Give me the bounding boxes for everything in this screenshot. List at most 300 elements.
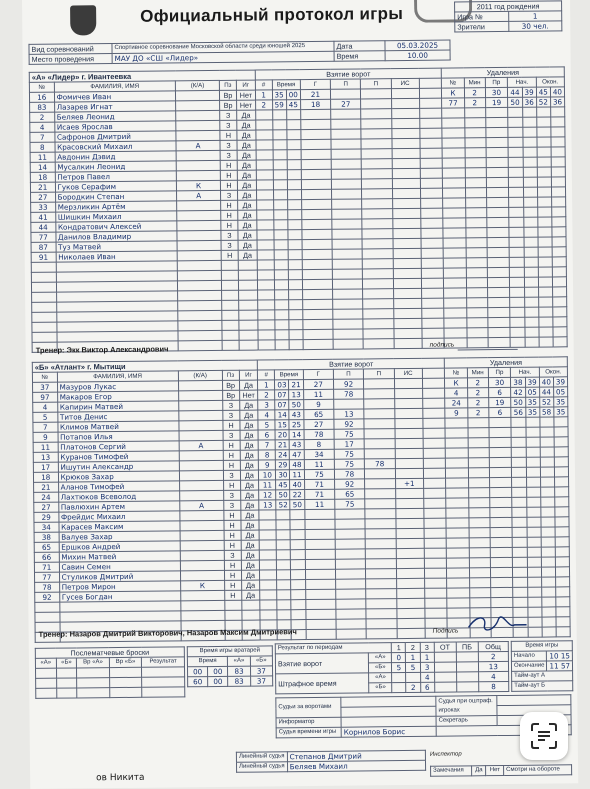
goal-second <box>291 530 305 540</box>
goal-number <box>257 260 274 270</box>
goal-situation <box>392 198 420 208</box>
penalty-start-sec: 05 <box>525 387 539 397</box>
team_b-col-ka: (К/А) <box>178 370 222 380</box>
goal-second: 50 <box>289 400 303 410</box>
penalty-player <box>447 558 470 568</box>
goal-scorer <box>302 259 332 269</box>
player-role <box>177 270 221 280</box>
player-played: Да <box>241 570 260 580</box>
player-role <box>178 280 222 290</box>
penalty-end-sec <box>551 167 565 177</box>
goal-minute <box>274 250 288 260</box>
goal-scorer: 9 <box>303 399 333 409</box>
penalty-end-sec <box>554 427 568 437</box>
goal-second: 25 <box>289 420 303 430</box>
player-role <box>181 610 225 620</box>
penalty-end-sec <box>552 227 566 237</box>
goal-assist-2 <box>365 519 395 529</box>
goal-situation <box>395 498 424 508</box>
penalty-player: 9 <box>445 408 468 418</box>
goal-minute <box>277 550 291 560</box>
penalty-start-min <box>509 157 523 167</box>
goal-minute <box>277 600 291 610</box>
team_a-col-num: № <box>29 82 54 92</box>
goal-assist-1 <box>336 619 366 629</box>
goal-scorer <box>301 119 331 129</box>
penalty-end-min <box>542 627 556 637</box>
blank-cell <box>422 298 444 308</box>
penalty-player: 4 <box>445 388 468 398</box>
blank-cell <box>419 98 441 108</box>
penalty-start-min <box>509 197 523 207</box>
player-played: Да <box>237 140 256 150</box>
goal-assist-2 <box>364 439 394 449</box>
penalty-end-min <box>540 497 554 507</box>
player-position <box>222 310 239 320</box>
score-cell: 1 <box>406 652 420 662</box>
penalty-end-sec <box>552 277 566 287</box>
goal-number <box>260 600 277 610</box>
penalty-start-sec <box>522 127 536 137</box>
goal-second <box>286 110 300 120</box>
timekeeper-label: Судья времени игры <box>276 727 341 738</box>
goal-situation <box>396 608 425 618</box>
penalty-end-sec: 35 <box>554 397 568 407</box>
goal-assist-1 <box>336 629 366 639</box>
blank-cell <box>425 598 447 608</box>
penalty-end-sec <box>553 327 567 337</box>
goal-assist-2 <box>364 399 394 409</box>
penalty-start-min <box>512 497 526 507</box>
scan-text-button[interactable] <box>520 712 568 760</box>
team_a-col-goal-time: Время <box>272 80 300 90</box>
player-played <box>238 260 257 270</box>
team_b-col-is: ИС <box>394 368 423 378</box>
goal-number <box>257 250 274 260</box>
player-position: Н <box>221 200 238 210</box>
penalty-minutes <box>468 428 489 438</box>
penalty-end-sec <box>555 507 569 517</box>
goal-minute <box>274 240 288 250</box>
penalty-end-sec <box>554 437 568 447</box>
goal-minute: 29 <box>276 460 290 470</box>
game-info-table <box>454 0 562 32</box>
penalty-minutes: 2 <box>468 408 489 418</box>
goal-minute: 52 <box>276 500 290 510</box>
shootout-col-b: «Б» <box>56 658 77 668</box>
penalty-start-sec <box>526 487 540 497</box>
player-position: З <box>222 410 239 420</box>
penalty-end-min <box>538 277 552 287</box>
player-role <box>176 120 220 130</box>
penalty-start-sec <box>524 287 538 297</box>
goal-second <box>287 220 301 230</box>
player-played: Да <box>241 560 260 570</box>
player-number: 27 <box>34 502 59 512</box>
goal-assist-2 <box>365 549 395 559</box>
penalty-start-min <box>511 417 525 427</box>
team-a-tag: «А» <box>369 653 392 663</box>
player-played: Да <box>240 510 259 520</box>
goal-situation <box>391 128 419 138</box>
goal-minute <box>276 530 290 540</box>
penalty-end-min <box>541 587 555 597</box>
penalty-reason <box>490 517 513 527</box>
player-position: З <box>220 140 237 150</box>
goal-assist-2 <box>363 279 393 289</box>
goal-assist-2 <box>364 389 394 399</box>
gk-cell: 83 <box>228 666 250 676</box>
goal-scorer: 27 <box>303 379 333 389</box>
team_b-goals-header: Взятие ворот <box>258 358 445 370</box>
penalty-start-min <box>509 177 523 187</box>
goal-assist-1 <box>336 599 366 609</box>
goal-number: 4 <box>258 410 275 420</box>
penalty-end-sec <box>556 627 570 637</box>
penalty-start-min <box>510 307 524 317</box>
player-position: Вр <box>219 90 236 100</box>
blank-cell <box>424 538 446 548</box>
player-role <box>180 590 224 600</box>
player-number: 97 <box>33 392 58 402</box>
penalty-minutes <box>467 308 488 318</box>
team_a-col-ig: Иг <box>236 80 255 90</box>
time-value: 10.00 <box>385 50 450 61</box>
goal-assist-2 <box>362 239 392 249</box>
goal-second <box>290 520 304 530</box>
penalty-minutes <box>466 298 487 308</box>
penalty-end-sec <box>554 477 568 487</box>
blank-cell <box>425 608 447 618</box>
player-name: Валуев Захар <box>59 531 180 542</box>
goal-situation <box>396 598 425 608</box>
goal-assist-1 <box>335 509 365 519</box>
penalty-reason <box>486 147 509 157</box>
team_a-col-start: Нач. <box>508 77 536 87</box>
goal-scorer: 65 <box>303 409 333 419</box>
team-a-signature-line <box>457 331 517 351</box>
player-number <box>32 302 57 312</box>
goal-assist-2 <box>366 579 396 589</box>
goal-number <box>257 300 274 310</box>
goal-assist-2 <box>363 319 393 329</box>
team_b-pen-header: Удаления <box>444 357 567 368</box>
player-name: Петров Мирон <box>59 581 180 592</box>
player-number: 9 <box>33 432 58 442</box>
penalty-minutes <box>465 158 486 168</box>
player-position: З <box>224 550 241 560</box>
goal-second <box>291 580 305 590</box>
player-number: 2 <box>30 112 55 122</box>
goal-scorer <box>305 599 335 609</box>
penalty-end-sec <box>555 547 569 557</box>
penalty-reason <box>487 287 510 297</box>
goal-scorer: 11 <box>304 499 334 509</box>
goal-scorer: 71 <box>304 489 334 499</box>
shootout-col-result: Результат <box>142 657 185 667</box>
team_a-col-blank <box>419 78 441 88</box>
blank-cell <box>420 198 442 208</box>
penalty-end-min <box>538 297 552 307</box>
team_a-col-name: ФАМИЛИЯ, ИМЯ <box>54 81 176 92</box>
goal-assist-2 <box>362 209 392 219</box>
penalty-start-min <box>513 577 527 587</box>
player-position: Н <box>224 580 241 590</box>
penalty-reason <box>489 457 512 467</box>
player-played <box>239 330 258 340</box>
penalty-end-sec <box>552 257 566 267</box>
penalty-end-min <box>538 247 552 257</box>
penalty-start-sec: 36 <box>522 97 536 107</box>
player-role <box>179 490 223 500</box>
goal-assist-2 <box>366 559 396 569</box>
player-position <box>222 340 239 350</box>
penalty-start-sec <box>523 167 537 177</box>
goal-assist-1 <box>335 519 365 529</box>
blank-cell <box>423 438 445 448</box>
penalty-reason <box>489 417 512 427</box>
penalty-minutes <box>469 518 490 528</box>
remarks-table <box>430 764 572 776</box>
penalty-end-sec <box>552 217 566 227</box>
penalty-end-min <box>540 437 554 447</box>
shootout-table <box>35 646 186 699</box>
goal-minute <box>272 130 286 140</box>
player-position: Н <box>220 130 237 140</box>
player-played: Да <box>237 150 256 160</box>
penalty-end-sec <box>550 107 564 117</box>
penalty-start-sec <box>526 457 540 467</box>
goalie-time-col: Время <box>187 656 227 666</box>
player-position: З <box>220 120 237 130</box>
penalty-reason <box>486 157 509 167</box>
penalty-player <box>444 318 467 328</box>
penalty-player <box>442 158 465 168</box>
penalty-player <box>444 288 467 298</box>
meta-table <box>28 40 450 65</box>
goal-assist-1 <box>332 189 362 199</box>
player-name: Николаев Иван <box>56 251 178 262</box>
player-position: Н <box>220 180 237 190</box>
goal-second: 11 <box>290 470 304 480</box>
player-name: Макаров Егор <box>57 391 178 402</box>
goal-assist-2 <box>362 189 392 199</box>
player-name: Данилов Владимир <box>55 231 177 242</box>
score-cell <box>456 662 478 672</box>
player-name: Фрейдис Михаил <box>58 511 179 522</box>
penalty-start-min <box>509 247 523 257</box>
goal-situation <box>392 168 420 178</box>
penalty-start-min <box>513 547 527 557</box>
goal-minute <box>277 590 291 600</box>
penalty-start-min <box>513 557 527 567</box>
penalty-minutes <box>466 288 487 298</box>
goal-minute <box>272 120 286 130</box>
penalty-player: К <box>442 88 465 98</box>
penalty-start-sec <box>525 417 539 427</box>
penalty-end-sec <box>553 337 567 347</box>
penalty-end-sec <box>554 417 568 427</box>
player-played: Да <box>241 540 260 550</box>
team_b-col-start: Нач. <box>511 367 539 377</box>
goal-second <box>291 590 305 600</box>
penalty-end-min <box>541 517 555 527</box>
goal-number: 2 <box>255 100 272 110</box>
penalty-end-sec <box>551 187 565 197</box>
player-number: 21 <box>34 482 59 492</box>
penalty-player <box>442 128 465 138</box>
goal-assist-1: 75 <box>334 429 364 439</box>
penalty-end-sec: 40 <box>550 87 564 97</box>
blank-cell <box>424 488 446 498</box>
goal-scorer: 75 <box>304 469 334 479</box>
player-position <box>221 260 238 270</box>
goal-assist-1 <box>332 269 362 279</box>
goal-second <box>288 270 302 280</box>
goal-assist-2 <box>364 379 394 389</box>
penalty-start-min: 38 <box>511 377 525 387</box>
player-name: Карасев Максим <box>59 521 180 532</box>
player-role <box>178 320 222 330</box>
goal-assist-1 <box>331 89 361 99</box>
goal-situation <box>396 548 425 558</box>
player-number: 78 <box>35 582 60 592</box>
penalty-reason <box>490 537 513 547</box>
player-role <box>178 390 222 400</box>
penalty-player <box>445 418 468 428</box>
goal-minute <box>273 190 287 200</box>
team_b-col-blank <box>422 368 444 378</box>
penalty-minutes <box>466 278 487 288</box>
penalty-end-min <box>540 487 554 497</box>
goal-number <box>257 230 274 240</box>
pen-cell: 4 <box>420 672 434 682</box>
penalty-minutes <box>468 478 489 488</box>
penalty-start-sec <box>526 437 540 447</box>
penalty-end-sec <box>554 467 568 477</box>
goal-assist-1: 75 <box>334 449 364 459</box>
penalty-reason <box>490 557 513 567</box>
goal-second <box>290 510 304 520</box>
penalty-player <box>446 508 469 518</box>
penalty-minutes <box>466 228 487 238</box>
goal-number: 11 <box>259 480 276 490</box>
penalty-end-sec <box>551 127 565 137</box>
penalty-minutes <box>469 538 490 548</box>
blank-cell <box>422 328 444 338</box>
timeout-b: Тайм-аут Б <box>512 681 573 692</box>
penalty-end-sec <box>552 297 566 307</box>
penalty-minutes: 2 <box>467 388 488 398</box>
goalie-time-title: Время игры вратарей <box>187 646 272 657</box>
player-number: 66 <box>34 552 59 562</box>
team_a-col-g: Г <box>300 79 330 89</box>
line-judges-table <box>236 750 426 773</box>
penalty-minutes <box>469 558 490 568</box>
goal-assist-2 <box>362 199 392 209</box>
goal-assist-2 <box>365 499 395 509</box>
goal-number <box>260 550 277 560</box>
team_b-col-ig: Иг <box>239 370 258 380</box>
penalty-start-sec <box>523 157 537 167</box>
gk-cell: 83 <box>228 676 250 686</box>
goal-scorer <box>301 149 331 159</box>
goal-assist-2 <box>363 329 393 339</box>
player-number <box>32 322 57 332</box>
penalty-start-sec <box>524 247 538 257</box>
penalty-end-min <box>538 307 552 317</box>
goal-assist-2 <box>361 89 391 99</box>
player-name: Лахтюков Всеволод <box>58 491 179 502</box>
gk-cell: 00 <box>208 666 228 676</box>
goal-scorer <box>303 319 333 329</box>
goal-assist-2 <box>366 619 396 629</box>
player-name: Аланов Тимофей <box>58 481 179 492</box>
team_a-pen-header: Удаления <box>441 67 564 78</box>
penalty-start-min <box>509 217 523 227</box>
player-position: З <box>223 500 240 510</box>
player-played: Да <box>240 520 259 530</box>
penalty-start-sec <box>524 297 538 307</box>
goal-situation <box>393 288 421 298</box>
goal-second: 21 <box>289 380 303 390</box>
player-played: Да <box>238 210 257 220</box>
team_b-col-name: ФАМИЛИЯ, ИМЯ <box>57 371 178 382</box>
penalty-start-min: 50 <box>508 97 522 107</box>
player-name: Мерзликин Артём <box>55 201 177 212</box>
player-role <box>180 510 224 520</box>
player-name: Исаев Ярослав <box>54 121 176 132</box>
goal-second <box>286 120 300 130</box>
goal-scorer <box>302 229 332 239</box>
penalty-reason <box>489 507 512 517</box>
goal-assist-1 <box>335 559 365 569</box>
team_a-col-p2: П <box>361 79 391 89</box>
penalty-player <box>447 598 470 608</box>
goal-second <box>288 310 302 320</box>
player-played: Да <box>240 460 259 470</box>
penalty-start-min <box>510 277 524 287</box>
penalty-reason: 19 <box>485 97 508 107</box>
player-role: К <box>180 580 224 590</box>
player-played: Да <box>237 160 256 170</box>
player-name: Бородкин Степан <box>55 191 177 202</box>
penalty-player <box>443 198 466 208</box>
goal-situation <box>395 518 424 528</box>
goal-assist-1: 75 <box>335 499 365 509</box>
score-cell: 1 <box>420 652 434 662</box>
start-value: 10 15 <box>547 651 573 661</box>
team-a-coach: Тренер: Экк Виктор Александрович <box>35 344 169 355</box>
player-role <box>176 110 220 120</box>
penalty-end-min <box>537 217 551 227</box>
periods-title: Результат по периодам <box>275 643 391 654</box>
blank-cell <box>421 218 443 228</box>
goal-scorer: 18 <box>300 99 330 109</box>
player-position <box>224 600 241 610</box>
penalty-minutes <box>468 448 489 458</box>
goal-assist-2 <box>363 249 393 259</box>
goal-scorer <box>302 219 332 229</box>
penalty-player <box>443 228 466 238</box>
goal-second <box>288 230 302 240</box>
referees-label: Судьи за воротами <box>276 697 341 718</box>
penalty-end-min <box>540 427 554 437</box>
goal-assist-1 <box>331 139 361 149</box>
goal-situation <box>393 298 421 308</box>
penalty-minutes <box>465 188 486 198</box>
spectators-label: Зрители <box>455 21 509 32</box>
